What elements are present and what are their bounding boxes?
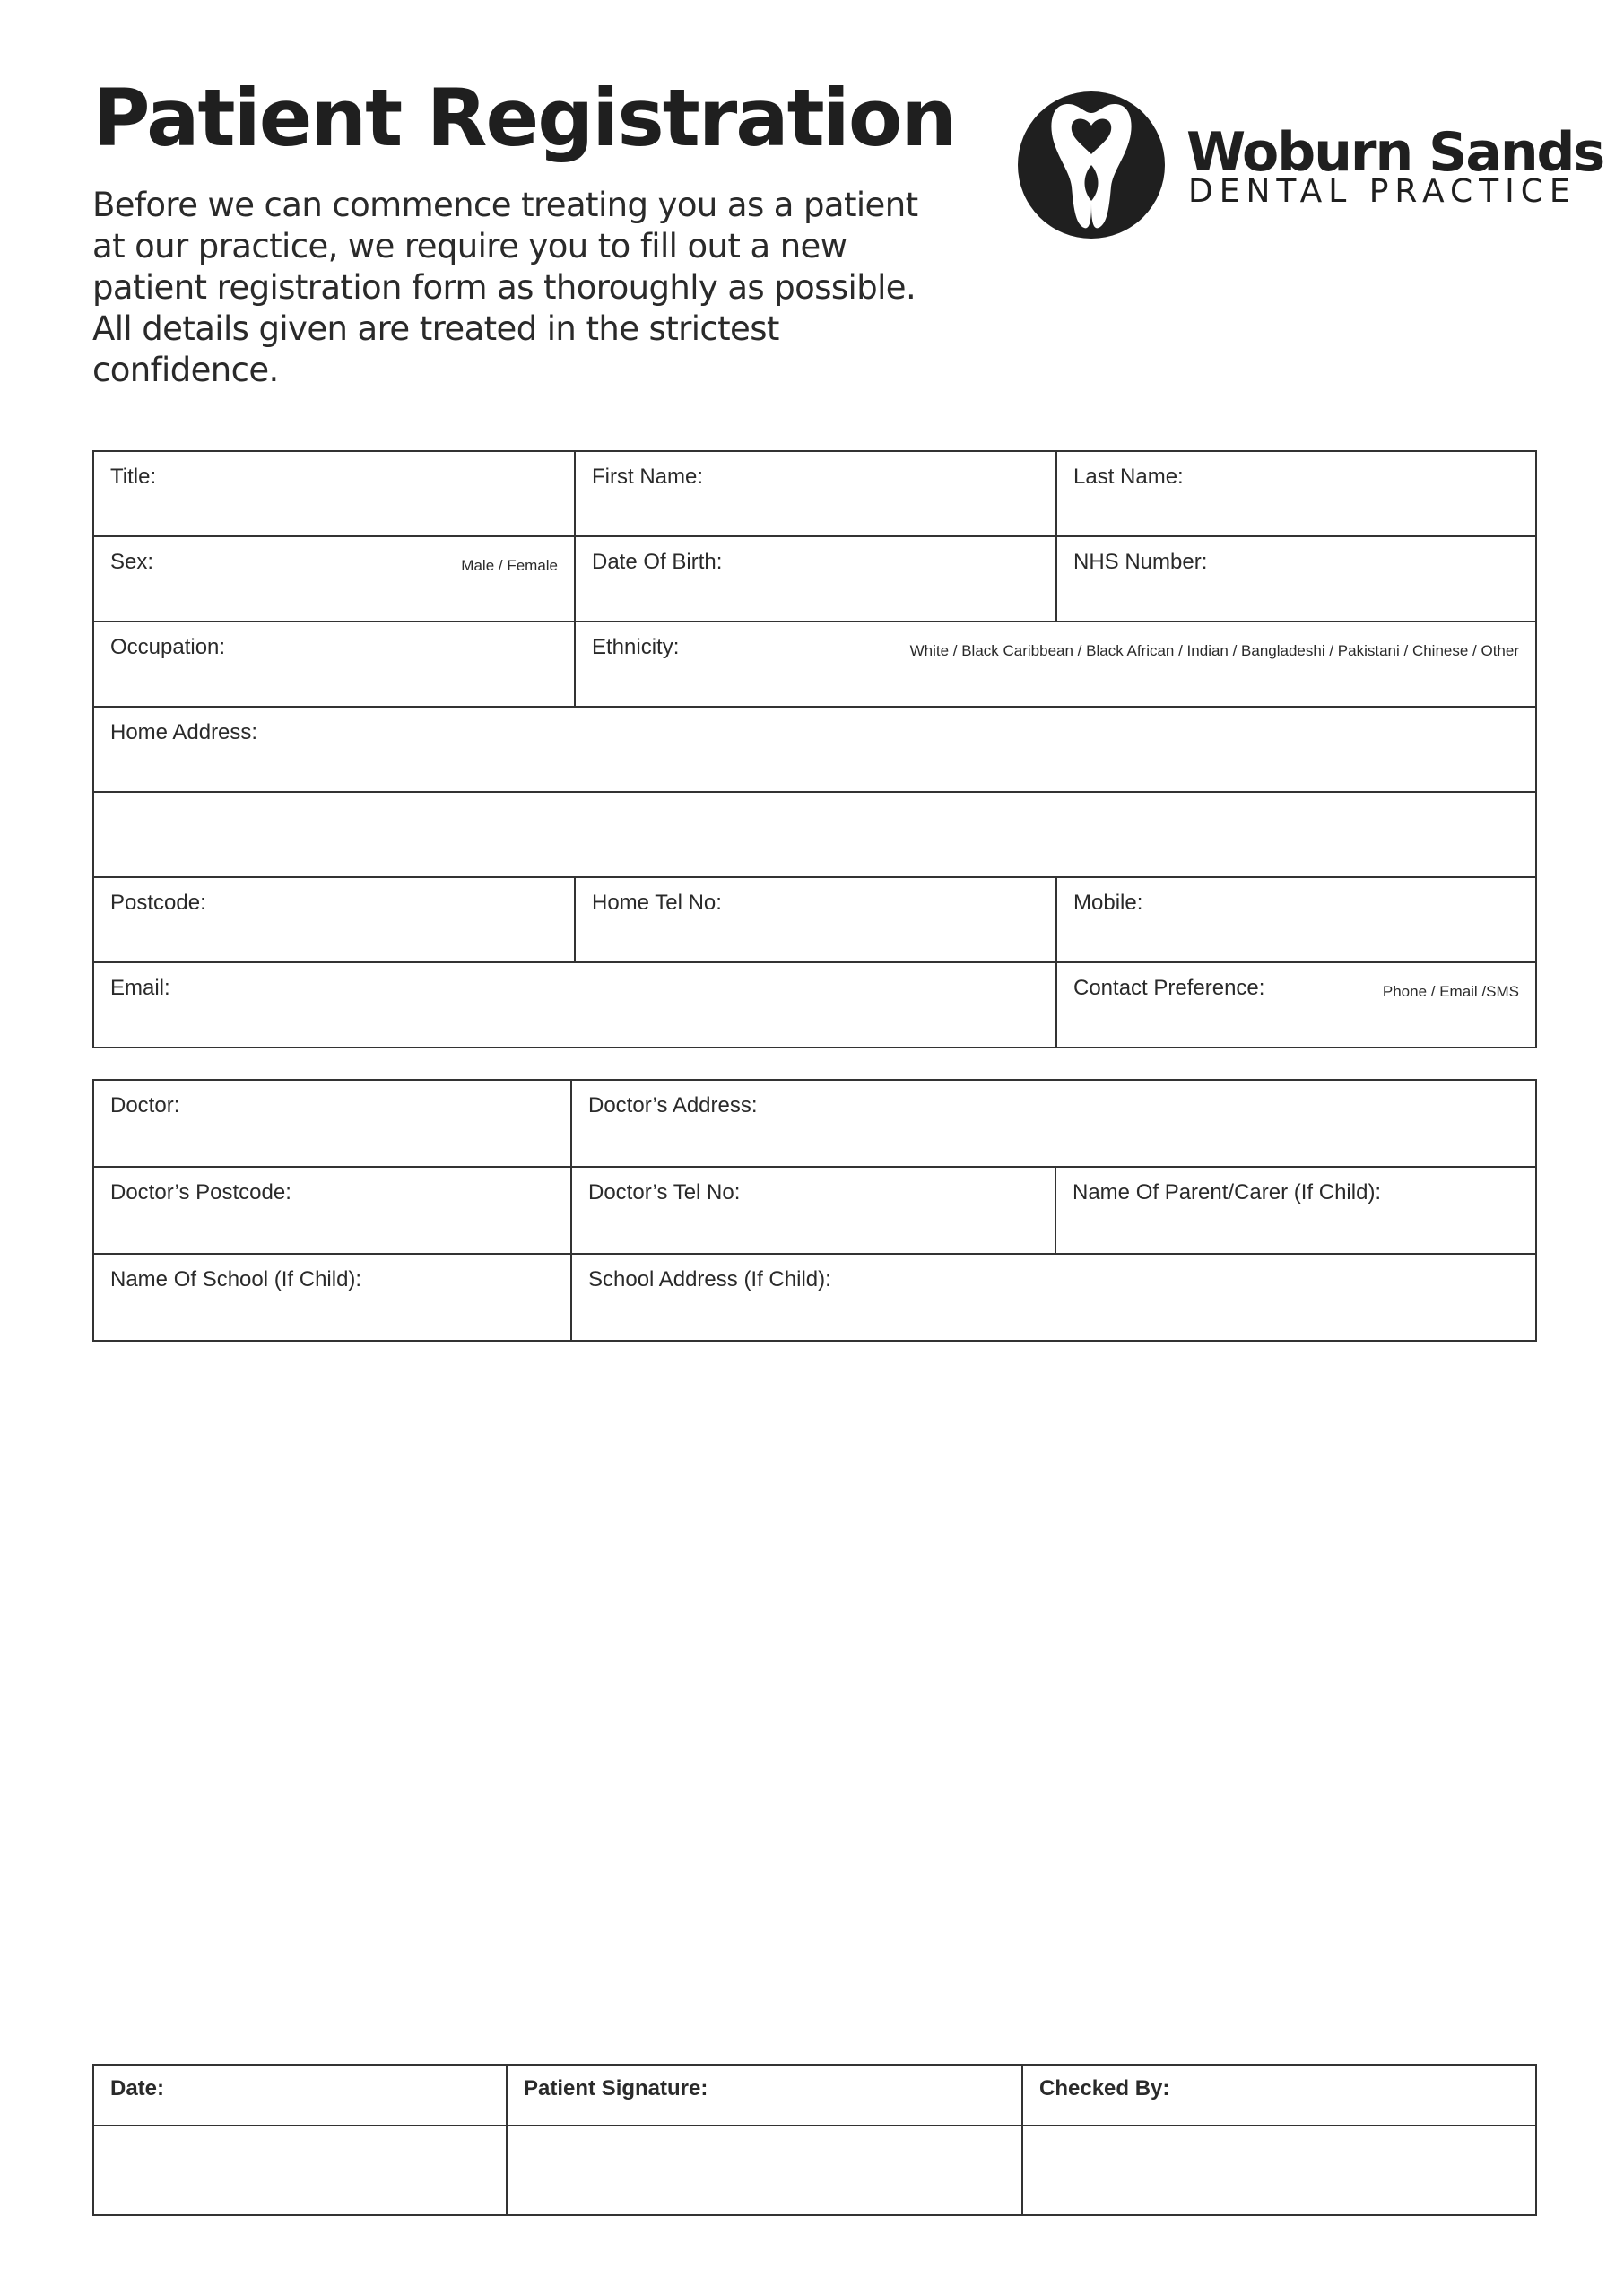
checked-by-header: [1023, 2066, 1537, 2126]
home-tel-field[interactable]: [576, 878, 1057, 963]
mobile-field[interactable]: [1057, 878, 1537, 963]
checked-by-field[interactable]: [1023, 2126, 1537, 2216]
school-address-field[interactable]: [572, 1255, 1537, 1342]
intro-text: Before we can commence treating you as a patient at our practice, we require you to fill out a new patient registration form as thoroughly as possible. All details given are treated in the strictest confidence.: [92, 186, 918, 389]
title-label: Title:: [110, 465, 157, 489]
table-row: [94, 1255, 1537, 1342]
tooth-heart-icon: [1016, 90, 1167, 240]
doctor-tel-field[interactable]: [572, 1168, 1056, 1255]
sex-options: Male / Female: [461, 557, 558, 574]
email-label: Email:: [110, 976, 170, 1000]
ethnicity-label: Ethnicity:: [592, 635, 680, 659]
home-address-line-2-field[interactable]: [94, 793, 1537, 878]
doctor-address-field[interactable]: [572, 1081, 1537, 1168]
nhs-number-label: NHS Number:: [1073, 550, 1208, 574]
ethnicity-options: White / Black Caribbean / Black African / Indian / Bangladeshi / Pakistani / Chinese / Other: [909, 642, 1519, 659]
school-name-field[interactable]: [94, 1255, 572, 1342]
table-row: [94, 622, 1537, 708]
doctor-tel-label: Doctor’s Tel No:: [588, 1180, 741, 1205]
sex-field[interactable]: [94, 537, 576, 622]
occupation-field[interactable]: [94, 622, 576, 708]
signoff-table: [92, 2064, 1537, 2216]
doctor-label: Doctor:: [110, 1093, 180, 1118]
page-title: Patient Registration: [92, 72, 955, 164]
contact-preference-label: Contact Preference:: [1073, 976, 1265, 1000]
table-row: [94, 708, 1537, 793]
first-name-label: First Name:: [592, 465, 704, 489]
signature-field[interactable]: [508, 2126, 1023, 2216]
parent-carer-field[interactable]: [1056, 1168, 1537, 1255]
table-row: [94, 963, 1537, 1048]
table-row: [94, 1081, 1537, 1168]
last-name-label: Last Name:: [1073, 465, 1184, 489]
school-address-label: School Address (If Child):: [588, 1267, 831, 1292]
doctor-postcode-field[interactable]: [94, 1168, 572, 1255]
school-name-label: Name Of School (If Child):: [110, 1267, 362, 1292]
mobile-label: Mobile:: [1073, 891, 1143, 915]
date-field[interactable]: [94, 2126, 508, 2216]
doctor-address-label: Doctor’s Address:: [588, 1093, 758, 1118]
table-row: [94, 2126, 1537, 2216]
nhs-number-field[interactable]: [1057, 537, 1537, 622]
signature-label: Patient Signature:: [524, 2076, 708, 2100]
last-name-field[interactable]: [1057, 452, 1537, 537]
title-field[interactable]: [94, 452, 576, 537]
doctor-field[interactable]: [94, 1081, 572, 1168]
logo-subtitle: DENTAL PRACTICE: [1188, 173, 1576, 210]
practice-logo: [1016, 90, 1604, 244]
home-address-field[interactable]: [94, 708, 1537, 793]
table-row: [94, 2066, 1537, 2126]
postcode-field[interactable]: [94, 878, 576, 963]
email-field[interactable]: [94, 963, 1057, 1048]
occupation-label: Occupation:: [110, 635, 226, 659]
patient-details-table: [92, 450, 1537, 1048]
table-row: [94, 878, 1537, 963]
table-row: [94, 537, 1537, 622]
dob-field[interactable]: [576, 537, 1057, 622]
table-row: [94, 793, 1537, 878]
postcode-label: Postcode:: [110, 891, 206, 915]
doctor-details-table: [92, 1079, 1537, 1342]
doctor-postcode-label: Doctor’s Postcode:: [110, 1180, 291, 1205]
sex-label: Sex:: [110, 550, 154, 574]
contact-preference-field[interactable]: [1057, 963, 1537, 1048]
parent-carer-label: Name Of Parent/Carer (If Child):: [1073, 1180, 1382, 1205]
checked-by-label: Checked By:: [1039, 2076, 1170, 2100]
first-name-field[interactable]: [576, 452, 1057, 537]
ethnicity-field[interactable]: [576, 622, 1537, 708]
logo-name: Woburn Sands: [1186, 121, 1604, 184]
signature-header: [508, 2066, 1023, 2126]
table-row: [94, 1168, 1537, 1255]
table-row: [94, 452, 1537, 537]
contact-preference-options: Phone / Email /SMS: [1382, 983, 1519, 1000]
date-label: Date:: [110, 2076, 165, 2100]
date-header: [94, 2066, 508, 2126]
dob-label: Date Of Birth:: [592, 550, 723, 574]
home-address-label: Home Address:: [110, 720, 258, 744]
home-tel-label: Home Tel No:: [592, 891, 722, 915]
